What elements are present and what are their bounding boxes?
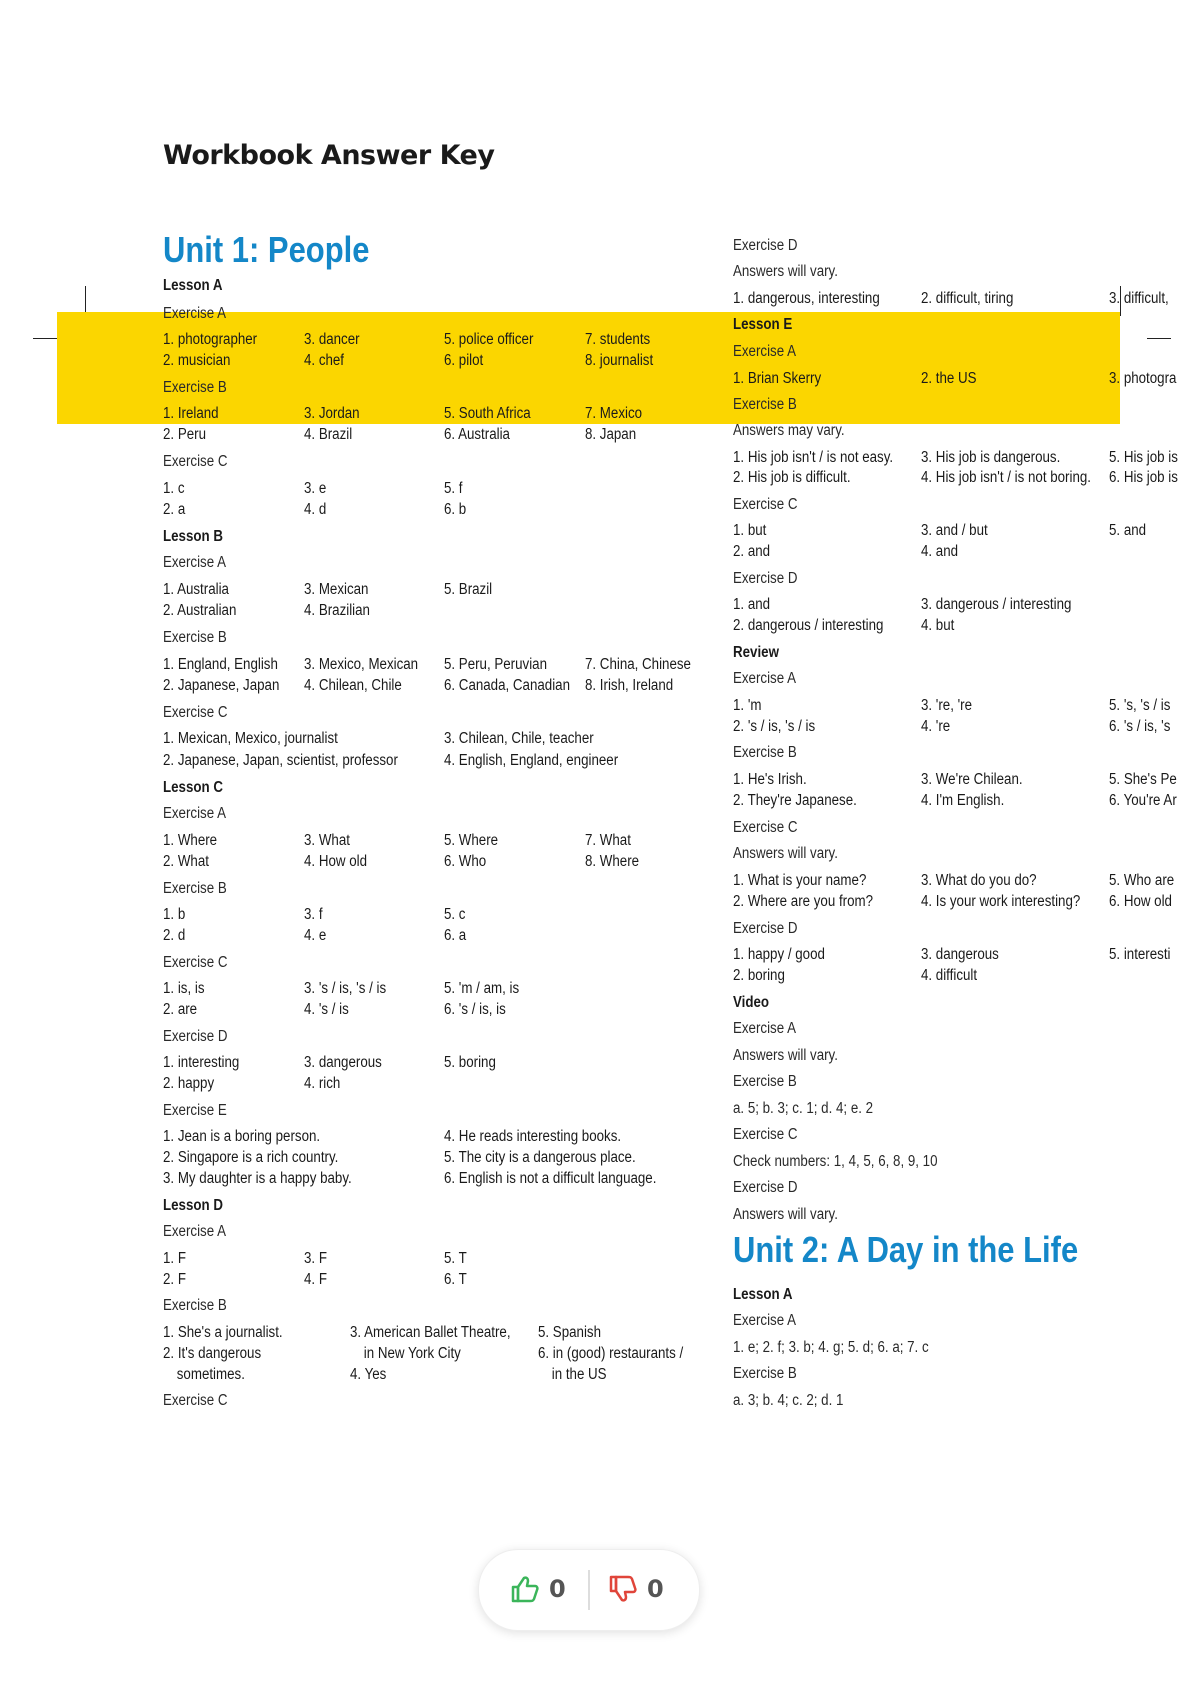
answer-cell: 3. e [303, 480, 327, 497]
answer-cell: 6. English is not a difficult language. [443, 1170, 657, 1187]
answer-cell: 3. American Ballet Theatre, [349, 1324, 511, 1341]
answer-cell: 2. happy [163, 1075, 215, 1092]
exercise-label: Exercise B [733, 1073, 797, 1090]
exercise-label: Exercise B [733, 744, 797, 761]
answer-cell: 3. What do you do? [920, 872, 1037, 889]
answer-cell: 3. My daughter is a happy baby. [163, 1170, 352, 1187]
right-column [733, 0, 1200, 1420]
exercise-label: Exercise D [733, 570, 798, 587]
lesson-heading: Lesson A [733, 1286, 793, 1303]
answer-cell: 2. musician [163, 352, 231, 369]
answer-cell: 4. Brazil [303, 426, 353, 443]
answer-cell: 1. photographer [163, 331, 258, 348]
answer-cell: 5. T [443, 1250, 467, 1267]
exercise-label: Exercise B [163, 1297, 227, 1314]
answer-cell: 7. What [584, 832, 631, 849]
lesson-heading: Video [733, 994, 770, 1011]
answer-cell: 3. 's / is, 's / is [303, 980, 387, 997]
exercise-label: Exercise C [733, 496, 798, 513]
answer-cell: 5. The city is a dangerous place. [443, 1149, 636, 1166]
exercise-label: Exercise C [163, 954, 228, 971]
answer-cell: 2. are [163, 1001, 198, 1018]
answer-cell: 1. Ireland [163, 405, 219, 422]
lesson-heading: Lesson A [163, 277, 223, 294]
answer-cell: 3. dangerous / interesting [920, 596, 1072, 613]
exercise-label: Exercise B [733, 1365, 797, 1382]
exercise-label: Exercise A [163, 305, 226, 322]
exercise-label: Exercise D [163, 1028, 228, 1045]
answer-cell: 5. His job is [1108, 449, 1178, 466]
answer-cell: 4. How old [303, 853, 367, 870]
answer-cell: 2. Australian [163, 602, 237, 619]
answer-cell: 2. difficult, tiring [920, 290, 1014, 307]
answer-cell: 1. interesting [163, 1054, 240, 1071]
answer-cell: 2. 's / is, 's / is [733, 718, 816, 735]
answer-cell: 4. F [303, 1271, 327, 1288]
answer-cell: sometimes. [176, 1366, 245, 1383]
answer-cell: 1. His job isn't / is not easy. [733, 449, 894, 466]
answer-cell: 1. b [163, 906, 186, 923]
answer-cell: 1. and [733, 596, 771, 613]
lesson-heading: Review [733, 644, 779, 661]
unit-heading: Unit 2: A Day in the Life [733, 1229, 1079, 1270]
downvote-button[interactable] [607, 1568, 664, 1610]
answer-cell: 2. the US [920, 370, 977, 387]
answer-cell: 6. 's / is, is [443, 1001, 506, 1018]
exercise-label: Exercise B [163, 379, 227, 396]
lesson-heading: Lesson C [163, 779, 223, 796]
exercise-label: Exercise E [163, 1102, 227, 1119]
exercise-label: Exercise A [163, 554, 226, 571]
answer-cell: 2. and [733, 543, 771, 560]
answer-cell: 4. difficult [920, 967, 978, 984]
answer-cell: 5. Spanish [537, 1324, 601, 1341]
answer-cell: 6. You're Ar [1108, 792, 1177, 809]
answer-cell: 3. Mexican [303, 581, 369, 598]
answer-cell: 1. Jean is a boring person. [163, 1128, 321, 1145]
answer-cell: 1. is, is [163, 980, 205, 997]
answer-cell: 2. F [163, 1271, 186, 1288]
exercise-label: Exercise A [733, 343, 796, 360]
answer-cell: 2. d [163, 927, 186, 944]
vote-divider [588, 1570, 590, 1610]
answer-cell: 4. He reads interesting books. [443, 1128, 622, 1145]
exercise-label: Exercise B [163, 880, 227, 897]
exercise-label: Exercise A [163, 805, 226, 822]
lesson-heading: Lesson D [163, 1197, 223, 1214]
answer-cell: 1. She's a journalist. [163, 1324, 283, 1341]
answer-cell: 3. f [303, 906, 323, 923]
answer-cell: 4. 're [920, 718, 951, 735]
exercise-label: Exercise A [733, 1020, 796, 1037]
answer-cell: 8. journalist [584, 352, 654, 369]
answer-cell: 1. Where [163, 832, 218, 849]
exercise-label: Exercise B [733, 396, 797, 413]
exercise-label: Answers will vary. [733, 1206, 838, 1223]
exercise-label: Exercise C [163, 1392, 228, 1409]
answer-cell: 6. pilot [443, 352, 484, 369]
exercise-label: Exercise D [733, 920, 798, 937]
answer-cell: 4. I'm English. [920, 792, 1005, 809]
answer-cell: 4. Chilean, Chile [303, 677, 402, 694]
exercise-label: Answers may vary. [733, 422, 845, 439]
answer-cell: 1. What is your name? [733, 872, 867, 889]
answer-cell: 2. a [163, 501, 186, 518]
exercise-label: Answers will vary. [733, 1047, 838, 1064]
exercise-label: Exercise C [163, 704, 228, 721]
answer-cell: 6. in (good) restaurants / [537, 1345, 684, 1362]
exercise-label: Answers will vary. [733, 263, 838, 280]
answer-cell: 5. c [443, 906, 466, 923]
answer-cell: 1. Australia [163, 581, 229, 598]
answer-cell: 6. 's / is, 's [1108, 718, 1171, 735]
answer-cell: 8. Japan [584, 426, 637, 443]
answer-cell: 7. students [584, 331, 651, 348]
answer-cell: 2. Peru [163, 426, 206, 443]
exercise-label: a. 3; b. 4; c. 2; d. 1 [733, 1392, 844, 1409]
answer-cell: 1. but [733, 522, 767, 539]
answer-cell: 5. South Africa [443, 405, 531, 422]
answer-cell: 2. It's dangerous [163, 1345, 262, 1362]
answer-cell: 4. Is your work interesting? [920, 893, 1081, 910]
answer-cell: 5. Where [443, 832, 499, 849]
answer-cell: 1. England, English [163, 656, 278, 673]
answer-cell: 4. rich [303, 1075, 341, 1092]
answer-cell: 2. dangerous / interesting [733, 617, 884, 634]
lesson-heading: Lesson E [733, 316, 793, 333]
answer-cell: 4. but [920, 617, 955, 634]
answer-cell: 2. boring [733, 967, 785, 984]
answer-cell: 4. chef [303, 352, 345, 369]
answer-cell: 1. c [163, 480, 185, 497]
answer-cell: 3. Jordan [303, 405, 360, 422]
exercise-label: a. 5; b. 3; c. 1; d. 4; e. 2 [733, 1100, 874, 1117]
answer-cell: 3. dangerous [303, 1054, 382, 1071]
page-title: Workbook Answer Key [163, 140, 495, 171]
answer-cell: 3. F [303, 1250, 327, 1267]
answer-cell: 4. Brazilian [303, 602, 370, 619]
downvote-count: 0 [647, 1575, 664, 1603]
answer-cell: 4. and [920, 543, 959, 560]
answer-cell: 6. His job is [1108, 469, 1178, 486]
answer-cell: 3. difficult, [1108, 290, 1169, 307]
answer-cell: 3. His job is dangerous. [920, 449, 1061, 466]
answer-cell: 3. What [303, 832, 350, 849]
answer-cell: 3. and / but [920, 522, 988, 539]
exercise-label: Check numbers: 1, 4, 5, 6, 8, 9, 10 [733, 1153, 938, 1170]
answer-cell: 6. How old [1108, 893, 1172, 910]
answer-cell: 5. Brazil [443, 581, 493, 598]
answer-cell: 3. photogra [1108, 370, 1177, 387]
answer-cell: 1. Mexican, Mexico, journalist [163, 730, 338, 747]
answer-cell: 6. Who [443, 853, 487, 870]
answer-cell: 2. His job is difficult. [733, 469, 851, 486]
answer-cell: 6. b [443, 501, 467, 518]
answer-cell: 5. Peru, Peruvian [443, 656, 547, 673]
answer-cell: 4. Yes [349, 1366, 387, 1383]
answer-cell: 6. a [443, 927, 467, 944]
exercise-label: Exercise D [733, 237, 798, 254]
answer-cell: 5. 'm / am, is [443, 980, 520, 997]
answer-cell: 4. English, England, engineer [443, 752, 619, 769]
answer-cell: 1. He's Irish. [733, 771, 807, 788]
exercise-label: Exercise B [163, 629, 227, 646]
exercise-label: Exercise C [733, 819, 798, 836]
answer-cell: in the US [551, 1366, 607, 1383]
answer-cell: 3. dangerous [920, 946, 999, 963]
exercise-label: Exercise D [733, 1179, 798, 1196]
answer-cell: 3. 're, 're [920, 697, 973, 714]
answer-cell: 2. Where are you from? [733, 893, 874, 910]
upvote-count: 0 [549, 1575, 566, 1603]
exercise-label: Exercise A [733, 1312, 796, 1329]
answer-cell: 3. Mexico, Mexican [303, 656, 419, 673]
answer-cell: 1. 'm [733, 697, 762, 714]
thumbs-up-icon [509, 1573, 541, 1605]
answer-cell: 5. Who are [1108, 872, 1175, 889]
answer-cell: 5. 's, 's / is [1108, 697, 1171, 714]
vote-widget [478, 1549, 700, 1631]
answer-cell: 7. China, Chinese [584, 656, 691, 673]
answer-cell: 5. f [443, 480, 463, 497]
exercise-label: Exercise A [733, 670, 796, 687]
answer-cell: 3. Chilean, Chile, teacher [443, 730, 594, 747]
answer-cell: 2. Japanese, Japan, scientist, professor [163, 752, 398, 769]
exercise-label: Exercise C [733, 1126, 798, 1143]
answer-cell: 2. What [163, 853, 209, 870]
answer-cell: 8. Irish, Ireland [584, 677, 674, 694]
lesson-heading: Lesson B [163, 528, 223, 545]
answer-cell: 6. Canada, Canadian [443, 677, 570, 694]
answer-cell: 4. 's / is [303, 1001, 349, 1018]
thumbs-down-icon [607, 1573, 639, 1605]
answer-cell: 6. T [443, 1271, 467, 1288]
answer-cell: 1. dangerous, interesting [733, 290, 880, 307]
answer-cell: 3. We're Chilean. [920, 771, 1023, 788]
answer-cell: 5. and [1108, 522, 1147, 539]
answer-cell: 1. F [163, 1250, 186, 1267]
unit-heading: Unit 1: People [163, 229, 370, 270]
answer-cell: 5. interesti [1108, 946, 1171, 963]
answer-cell: 2. Singapore is a rich country. [163, 1149, 339, 1166]
answer-cell: in New York City [363, 1345, 461, 1362]
exercise-label: Exercise C [163, 453, 228, 470]
answer-cell: 5. She's Pe [1108, 771, 1177, 788]
answer-cell: 5. police officer [443, 331, 534, 348]
answer-cell: 4. d [303, 501, 327, 518]
exercise-label: Exercise A [163, 1223, 226, 1240]
answer-cell: 4. His job isn't / is not boring. [920, 469, 1091, 486]
answer-cell: 1. happy / good [733, 946, 825, 963]
answer-cell: 6. Australia [443, 426, 510, 443]
answer-cell: 5. boring [443, 1054, 496, 1071]
answer-cell: 8. Where [584, 853, 640, 870]
answer-cell: 2. Japanese, Japan [163, 677, 280, 694]
answer-cell: 2. They're Japanese. [733, 792, 857, 809]
answer-cell: 1. Brian Skerry [733, 370, 822, 387]
exercise-label: Answers will vary. [733, 845, 838, 862]
answer-cell: 4. e [303, 927, 327, 944]
answer-cell: 3. dancer [303, 331, 360, 348]
exercise-label: 1. e; 2. f; 3. b; 4. g; 5. d; 6. a; 7. c [733, 1339, 929, 1356]
upvote-button[interactable] [509, 1568, 566, 1610]
answer-cell: 7. Mexico [584, 405, 643, 422]
